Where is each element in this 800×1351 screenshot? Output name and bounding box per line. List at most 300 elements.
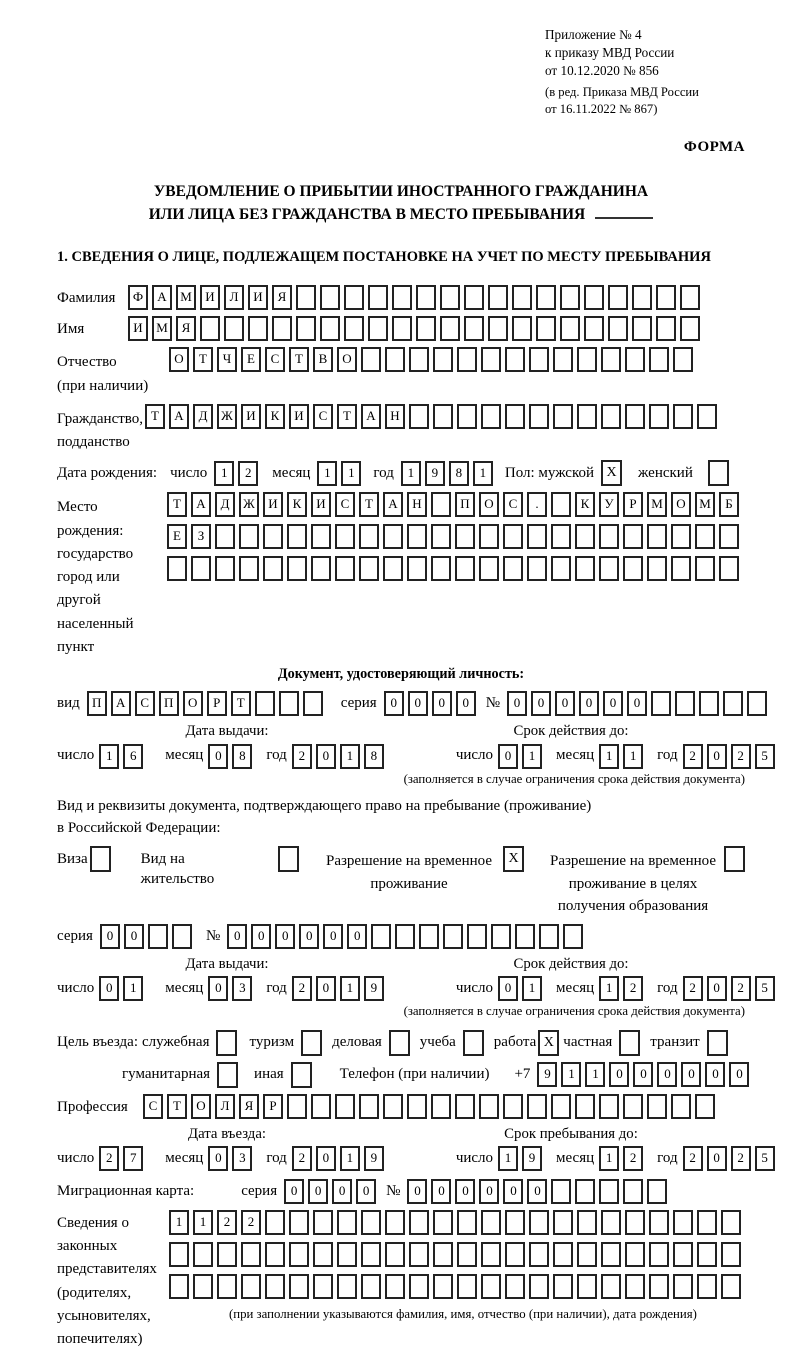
char-cell[interactable] [433, 404, 453, 429]
char-cell[interactable] [296, 316, 316, 341]
purpose-official-checkbox[interactable] [216, 1030, 237, 1056]
char-cell[interactable] [313, 1242, 333, 1267]
char-cell[interactable]: 1 [599, 744, 619, 769]
doc-valid-day-cells[interactable] [498, 744, 546, 769]
char-cell[interactable] [649, 404, 669, 429]
resid-issue-year-cells[interactable] [292, 976, 388, 1001]
char-cell[interactable] [699, 691, 719, 716]
char-cell[interactable] [539, 924, 559, 949]
char-cell[interactable] [529, 404, 549, 429]
char-cell[interactable] [671, 524, 691, 549]
char-cell[interactable] [368, 316, 388, 341]
char-cell[interactable]: 0 [100, 924, 120, 949]
char-cell[interactable]: 0 [633, 1062, 653, 1087]
char-cell[interactable] [193, 1242, 213, 1267]
char-cell[interactable]: 0 [99, 976, 119, 1001]
char-cell[interactable]: И [263, 492, 283, 517]
char-cell[interactable] [191, 556, 211, 581]
char-cell[interactable]: 0 [627, 691, 647, 716]
char-cell[interactable]: Я [176, 316, 196, 341]
char-cell[interactable] [481, 1210, 501, 1235]
char-cell[interactable]: 1 [169, 1210, 189, 1235]
char-cell[interactable]: Р [623, 492, 643, 517]
char-cell[interactable]: И [128, 316, 148, 341]
char-cell[interactable] [577, 404, 597, 429]
char-cell[interactable] [303, 691, 323, 716]
char-cell[interactable]: 0 [251, 924, 271, 949]
char-cell[interactable] [553, 1210, 573, 1235]
char-cell[interactable]: Ф [128, 285, 148, 310]
char-cell[interactable] [481, 1274, 501, 1299]
char-cell[interactable] [409, 347, 429, 372]
char-cell[interactable]: . [527, 492, 547, 517]
purpose-other-checkbox[interactable] [291, 1062, 312, 1088]
stay-month-cells[interactable] [599, 1146, 647, 1171]
char-cell[interactable]: 0 [299, 924, 319, 949]
char-cell[interactable]: С [265, 347, 285, 372]
char-cell[interactable]: 0 [707, 1146, 727, 1171]
char-cell[interactable] [419, 924, 439, 949]
char-cell[interactable] [553, 347, 573, 372]
char-cell[interactable] [337, 1210, 357, 1235]
char-cell[interactable]: А [383, 492, 403, 517]
char-cell[interactable] [719, 556, 739, 581]
temp-residence-checkbox[interactable]: X [503, 846, 524, 872]
char-cell[interactable] [656, 285, 676, 310]
char-cell[interactable]: М [695, 492, 715, 517]
char-cell[interactable]: 0 [432, 691, 452, 716]
char-cell[interactable]: И [241, 404, 261, 429]
doc-issue-month-cells[interactable] [208, 744, 256, 769]
char-cell[interactable]: 0 [555, 691, 575, 716]
doc-number-cells[interactable] [507, 691, 771, 716]
char-cell[interactable] [479, 1094, 499, 1119]
char-cell[interactable] [577, 347, 597, 372]
resid-valid-year-cells[interactable] [683, 976, 779, 1001]
char-cell[interactable]: С [135, 691, 155, 716]
char-cell[interactable]: С [313, 404, 333, 429]
resid-number-cells[interactable] [227, 924, 587, 949]
char-cell[interactable] [407, 524, 427, 549]
char-cell[interactable] [560, 285, 580, 310]
purpose-study-checkbox[interactable] [463, 1030, 484, 1056]
purpose-humanitarian-checkbox[interactable] [217, 1062, 238, 1088]
char-cell[interactable] [433, 1274, 453, 1299]
entry-month-cells[interactable] [208, 1146, 256, 1171]
name-cells[interactable] [128, 316, 704, 341]
char-cell[interactable] [695, 1094, 715, 1119]
char-cell[interactable] [512, 285, 532, 310]
char-cell[interactable] [608, 285, 628, 310]
char-cell[interactable] [193, 1274, 213, 1299]
char-cell[interactable] [503, 1094, 523, 1119]
char-cell[interactable]: А [169, 404, 189, 429]
char-cell[interactable] [721, 1242, 741, 1267]
char-cell[interactable] [335, 1094, 355, 1119]
char-cell[interactable] [263, 556, 283, 581]
char-cell[interactable] [577, 1242, 597, 1267]
char-cell[interactable] [599, 524, 619, 549]
char-cell[interactable] [457, 347, 477, 372]
char-cell[interactable] [481, 347, 501, 372]
char-cell[interactable]: М [647, 492, 667, 517]
char-cell[interactable] [577, 1274, 597, 1299]
char-cell[interactable] [503, 556, 523, 581]
char-cell[interactable] [625, 1210, 645, 1235]
char-cell[interactable] [289, 1210, 309, 1235]
birthplace-row1-cells[interactable] [167, 492, 743, 517]
entry-year-cells[interactable] [292, 1146, 388, 1171]
char-cell[interactable] [649, 1210, 669, 1235]
char-cell[interactable]: 1 [623, 744, 643, 769]
char-cell[interactable]: 1 [498, 1146, 518, 1171]
char-cell[interactable] [407, 1094, 427, 1119]
char-cell[interactable]: 0 [455, 1179, 475, 1204]
char-cell[interactable] [431, 1094, 451, 1119]
char-cell[interactable]: 0 [579, 691, 599, 716]
char-cell[interactable]: У [599, 492, 619, 517]
char-cell[interactable]: 0 [347, 924, 367, 949]
char-cell[interactable]: 0 [332, 1179, 352, 1204]
char-cell[interactable] [289, 1242, 309, 1267]
char-cell[interactable] [529, 1210, 549, 1235]
char-cell[interactable] [416, 285, 436, 310]
char-cell[interactable]: Т [337, 404, 357, 429]
char-cell[interactable]: 0 [431, 1179, 451, 1204]
char-cell[interactable] [695, 556, 715, 581]
char-cell[interactable] [167, 556, 187, 581]
char-cell[interactable] [433, 347, 453, 372]
char-cell[interactable] [719, 524, 739, 549]
char-cell[interactable]: Б [719, 492, 739, 517]
char-cell[interactable] [553, 1242, 573, 1267]
char-cell[interactable]: 0 [456, 691, 476, 716]
char-cell[interactable]: 1 [522, 976, 542, 1001]
char-cell[interactable]: В [313, 347, 333, 372]
char-cell[interactable]: 0 [498, 744, 518, 769]
char-cell[interactable]: 9 [425, 461, 445, 486]
char-cell[interactable] [647, 1179, 667, 1204]
char-cell[interactable]: Т [359, 492, 379, 517]
char-cell[interactable] [553, 1274, 573, 1299]
char-cell[interactable]: 0 [503, 1179, 523, 1204]
char-cell[interactable]: 2 [683, 976, 703, 1001]
char-cell[interactable] [265, 1274, 285, 1299]
char-cell[interactable] [359, 1094, 379, 1119]
char-cell[interactable]: 0 [275, 924, 295, 949]
char-cell[interactable]: О [337, 347, 357, 372]
char-cell[interactable]: О [183, 691, 203, 716]
char-cell[interactable] [457, 1242, 477, 1267]
char-cell[interactable] [241, 1242, 261, 1267]
char-cell[interactable] [673, 1274, 693, 1299]
char-cell[interactable]: О [479, 492, 499, 517]
char-cell[interactable]: 0 [308, 1179, 328, 1204]
char-cell[interactable]: 7 [123, 1146, 143, 1171]
char-cell[interactable] [515, 924, 535, 949]
char-cell[interactable]: Т [193, 347, 213, 372]
char-cell[interactable] [241, 1274, 261, 1299]
char-cell[interactable]: 0 [408, 691, 428, 716]
char-cell[interactable] [575, 1179, 595, 1204]
char-cell[interactable] [392, 316, 412, 341]
doc-type-cells[interactable] [87, 691, 327, 716]
char-cell[interactable] [632, 316, 652, 341]
char-cell[interactable] [601, 1210, 621, 1235]
char-cell[interactable] [392, 285, 412, 310]
char-cell[interactable]: 2 [731, 744, 751, 769]
char-cell[interactable] [527, 556, 547, 581]
char-cell[interactable] [695, 524, 715, 549]
resid-issue-day-cells[interactable] [99, 976, 147, 1001]
profession-cells[interactable] [143, 1094, 719, 1119]
char-cell[interactable]: 2 [241, 1210, 261, 1235]
char-cell[interactable] [697, 1274, 717, 1299]
char-cell[interactable]: 0 [284, 1179, 304, 1204]
char-cell[interactable] [479, 524, 499, 549]
char-cell[interactable] [344, 316, 364, 341]
char-cell[interactable] [488, 316, 508, 341]
patronymic-cells[interactable] [169, 347, 697, 372]
char-cell[interactable] [671, 1094, 691, 1119]
char-cell[interactable]: 2 [731, 1146, 751, 1171]
char-cell[interactable] [551, 1179, 571, 1204]
char-cell[interactable] [551, 1094, 571, 1119]
char-cell[interactable] [560, 316, 580, 341]
doc-valid-year-cells[interactable] [683, 744, 779, 769]
char-cell[interactable]: 1 [599, 976, 619, 1001]
char-cell[interactable] [575, 556, 595, 581]
char-cell[interactable] [625, 1274, 645, 1299]
mig-number-cells[interactable] [407, 1179, 671, 1204]
char-cell[interactable]: 5 [755, 744, 775, 769]
stay-day-cells[interactable] [498, 1146, 546, 1171]
char-cell[interactable]: Т [231, 691, 251, 716]
char-cell[interactable] [279, 691, 299, 716]
char-cell[interactable]: Я [272, 285, 292, 310]
char-cell[interactable] [361, 347, 381, 372]
char-cell[interactable] [551, 524, 571, 549]
char-cell[interactable] [265, 1242, 285, 1267]
legal-reps-row2-cells[interactable] [169, 1242, 745, 1267]
char-cell[interactable]: 1 [317, 461, 337, 486]
char-cell[interactable] [217, 1274, 237, 1299]
char-cell[interactable]: 0 [705, 1062, 725, 1087]
legal-reps-row3-cells[interactable] [169, 1274, 745, 1299]
char-cell[interactable] [625, 404, 645, 429]
char-cell[interactable] [335, 524, 355, 549]
char-cell[interactable]: 0 [384, 691, 404, 716]
char-cell[interactable] [529, 1242, 549, 1267]
char-cell[interactable]: 2 [292, 1146, 312, 1171]
char-cell[interactable]: 9 [522, 1146, 542, 1171]
char-cell[interactable]: Е [241, 347, 261, 372]
sex-male-checkbox[interactable]: X [601, 460, 622, 486]
char-cell[interactable]: 0 [227, 924, 247, 949]
char-cell[interactable] [505, 1242, 525, 1267]
char-cell[interactable]: 2 [238, 461, 258, 486]
char-cell[interactable] [575, 524, 595, 549]
char-cell[interactable] [361, 1274, 381, 1299]
char-cell[interactable] [440, 285, 460, 310]
char-cell[interactable]: Т [145, 404, 165, 429]
char-cell[interactable] [723, 691, 743, 716]
char-cell[interactable]: 3 [232, 1146, 252, 1171]
char-cell[interactable]: 2 [683, 744, 703, 769]
char-cell[interactable] [311, 556, 331, 581]
char-cell[interactable] [697, 1210, 717, 1235]
entry-day-cells[interactable] [99, 1146, 147, 1171]
char-cell[interactable]: 8 [232, 744, 252, 769]
char-cell[interactable]: Т [167, 1094, 187, 1119]
char-cell[interactable] [416, 316, 436, 341]
char-cell[interactable]: К [575, 492, 595, 517]
doc-issue-year-cells[interactable] [292, 744, 388, 769]
char-cell[interactable] [505, 1274, 525, 1299]
char-cell[interactable]: 1 [340, 744, 360, 769]
char-cell[interactable] [680, 285, 700, 310]
resid-valid-day-cells[interactable] [498, 976, 546, 1001]
char-cell[interactable]: 2 [292, 744, 312, 769]
char-cell[interactable]: 1 [599, 1146, 619, 1171]
char-cell[interactable] [248, 316, 268, 341]
char-cell[interactable] [551, 556, 571, 581]
char-cell[interactable] [647, 556, 667, 581]
char-cell[interactable] [625, 347, 645, 372]
char-cell[interactable]: 0 [316, 976, 336, 1001]
char-cell[interactable]: Я [239, 1094, 259, 1119]
sex-female-checkbox[interactable] [708, 460, 729, 486]
purpose-work-checkbox[interactable]: X [538, 1030, 559, 1056]
char-cell[interactable]: Л [215, 1094, 235, 1119]
char-cell[interactable]: 0 [707, 976, 727, 1001]
char-cell[interactable] [601, 1274, 621, 1299]
char-cell[interactable]: 2 [217, 1210, 237, 1235]
char-cell[interactable]: 2 [623, 976, 643, 1001]
char-cell[interactable] [505, 347, 525, 372]
char-cell[interactable] [433, 1242, 453, 1267]
char-cell[interactable] [320, 285, 340, 310]
char-cell[interactable] [529, 1274, 549, 1299]
purpose-private-checkbox[interactable] [619, 1030, 640, 1056]
char-cell[interactable]: 1 [340, 976, 360, 1001]
char-cell[interactable] [553, 404, 573, 429]
char-cell[interactable] [505, 1210, 525, 1235]
char-cell[interactable] [625, 1242, 645, 1267]
char-cell[interactable]: 2 [292, 976, 312, 1001]
char-cell[interactable] [265, 1210, 285, 1235]
resid-valid-month-cells[interactable] [599, 976, 647, 1001]
char-cell[interactable]: Е [167, 524, 187, 549]
char-cell[interactable] [359, 556, 379, 581]
char-cell[interactable]: Т [167, 492, 187, 517]
char-cell[interactable] [224, 316, 244, 341]
char-cell[interactable]: 1 [340, 1146, 360, 1171]
char-cell[interactable] [632, 285, 652, 310]
char-cell[interactable]: 8 [449, 461, 469, 486]
phone-cells[interactable] [537, 1062, 753, 1087]
char-cell[interactable] [551, 492, 571, 517]
char-cell[interactable] [599, 1094, 619, 1119]
char-cell[interactable] [481, 1242, 501, 1267]
citizenship-cells[interactable] [145, 404, 721, 429]
char-cell[interactable] [623, 1179, 643, 1204]
char-cell[interactable]: К [287, 492, 307, 517]
char-cell[interactable] [383, 556, 403, 581]
char-cell[interactable] [239, 524, 259, 549]
char-cell[interactable]: 0 [729, 1062, 749, 1087]
char-cell[interactable]: Р [263, 1094, 283, 1119]
char-cell[interactable]: 2 [623, 1146, 643, 1171]
char-cell[interactable]: 2 [99, 1146, 119, 1171]
char-cell[interactable] [673, 1210, 693, 1235]
char-cell[interactable]: Д [193, 404, 213, 429]
char-cell[interactable] [536, 316, 556, 341]
char-cell[interactable] [599, 556, 619, 581]
char-cell[interactable] [649, 1242, 669, 1267]
char-cell[interactable] [215, 524, 235, 549]
char-cell[interactable]: 0 [681, 1062, 701, 1087]
surname-cells[interactable] [128, 285, 704, 310]
char-cell[interactable]: К [265, 404, 285, 429]
char-cell[interactable]: 0 [316, 1146, 336, 1171]
char-cell[interactable] [409, 404, 429, 429]
char-cell[interactable] [409, 1274, 429, 1299]
char-cell[interactable]: 5 [755, 1146, 775, 1171]
char-cell[interactable] [395, 924, 415, 949]
char-cell[interactable]: 0 [609, 1062, 629, 1087]
char-cell[interactable] [608, 316, 628, 341]
char-cell[interactable]: П [87, 691, 107, 716]
char-cell[interactable] [527, 1094, 547, 1119]
char-cell[interactable] [313, 1274, 333, 1299]
char-cell[interactable]: А [361, 404, 381, 429]
char-cell[interactable]: Н [407, 492, 427, 517]
char-cell[interactable] [311, 1094, 331, 1119]
birthdate-month-cells[interactable] [317, 461, 365, 486]
char-cell[interactable]: 0 [603, 691, 623, 716]
char-cell[interactable] [512, 316, 532, 341]
char-cell[interactable]: 0 [323, 924, 343, 949]
char-cell[interactable] [287, 1094, 307, 1119]
char-cell[interactable]: 0 [208, 976, 228, 1001]
char-cell[interactable] [599, 1179, 619, 1204]
char-cell[interactable] [721, 1274, 741, 1299]
char-cell[interactable] [601, 404, 621, 429]
char-cell[interactable] [433, 1210, 453, 1235]
char-cell[interactable]: Д [215, 492, 235, 517]
purpose-tourism-checkbox[interactable] [301, 1030, 322, 1056]
char-cell[interactable] [200, 316, 220, 341]
char-cell[interactable]: 1 [193, 1210, 213, 1235]
char-cell[interactable] [383, 1094, 403, 1119]
doc-series-cells[interactable] [384, 691, 480, 716]
char-cell[interactable]: И [248, 285, 268, 310]
char-cell[interactable] [407, 556, 427, 581]
char-cell[interactable] [440, 316, 460, 341]
char-cell[interactable] [623, 524, 643, 549]
char-cell[interactable] [503, 524, 523, 549]
char-cell[interactable] [721, 1210, 741, 1235]
char-cell[interactable] [649, 347, 669, 372]
char-cell[interactable] [337, 1274, 357, 1299]
char-cell[interactable] [601, 347, 621, 372]
char-cell[interactable]: И [200, 285, 220, 310]
char-cell[interactable] [287, 524, 307, 549]
char-cell[interactable]: 1 [341, 461, 361, 486]
char-cell[interactable] [488, 285, 508, 310]
char-cell[interactable]: С [335, 492, 355, 517]
